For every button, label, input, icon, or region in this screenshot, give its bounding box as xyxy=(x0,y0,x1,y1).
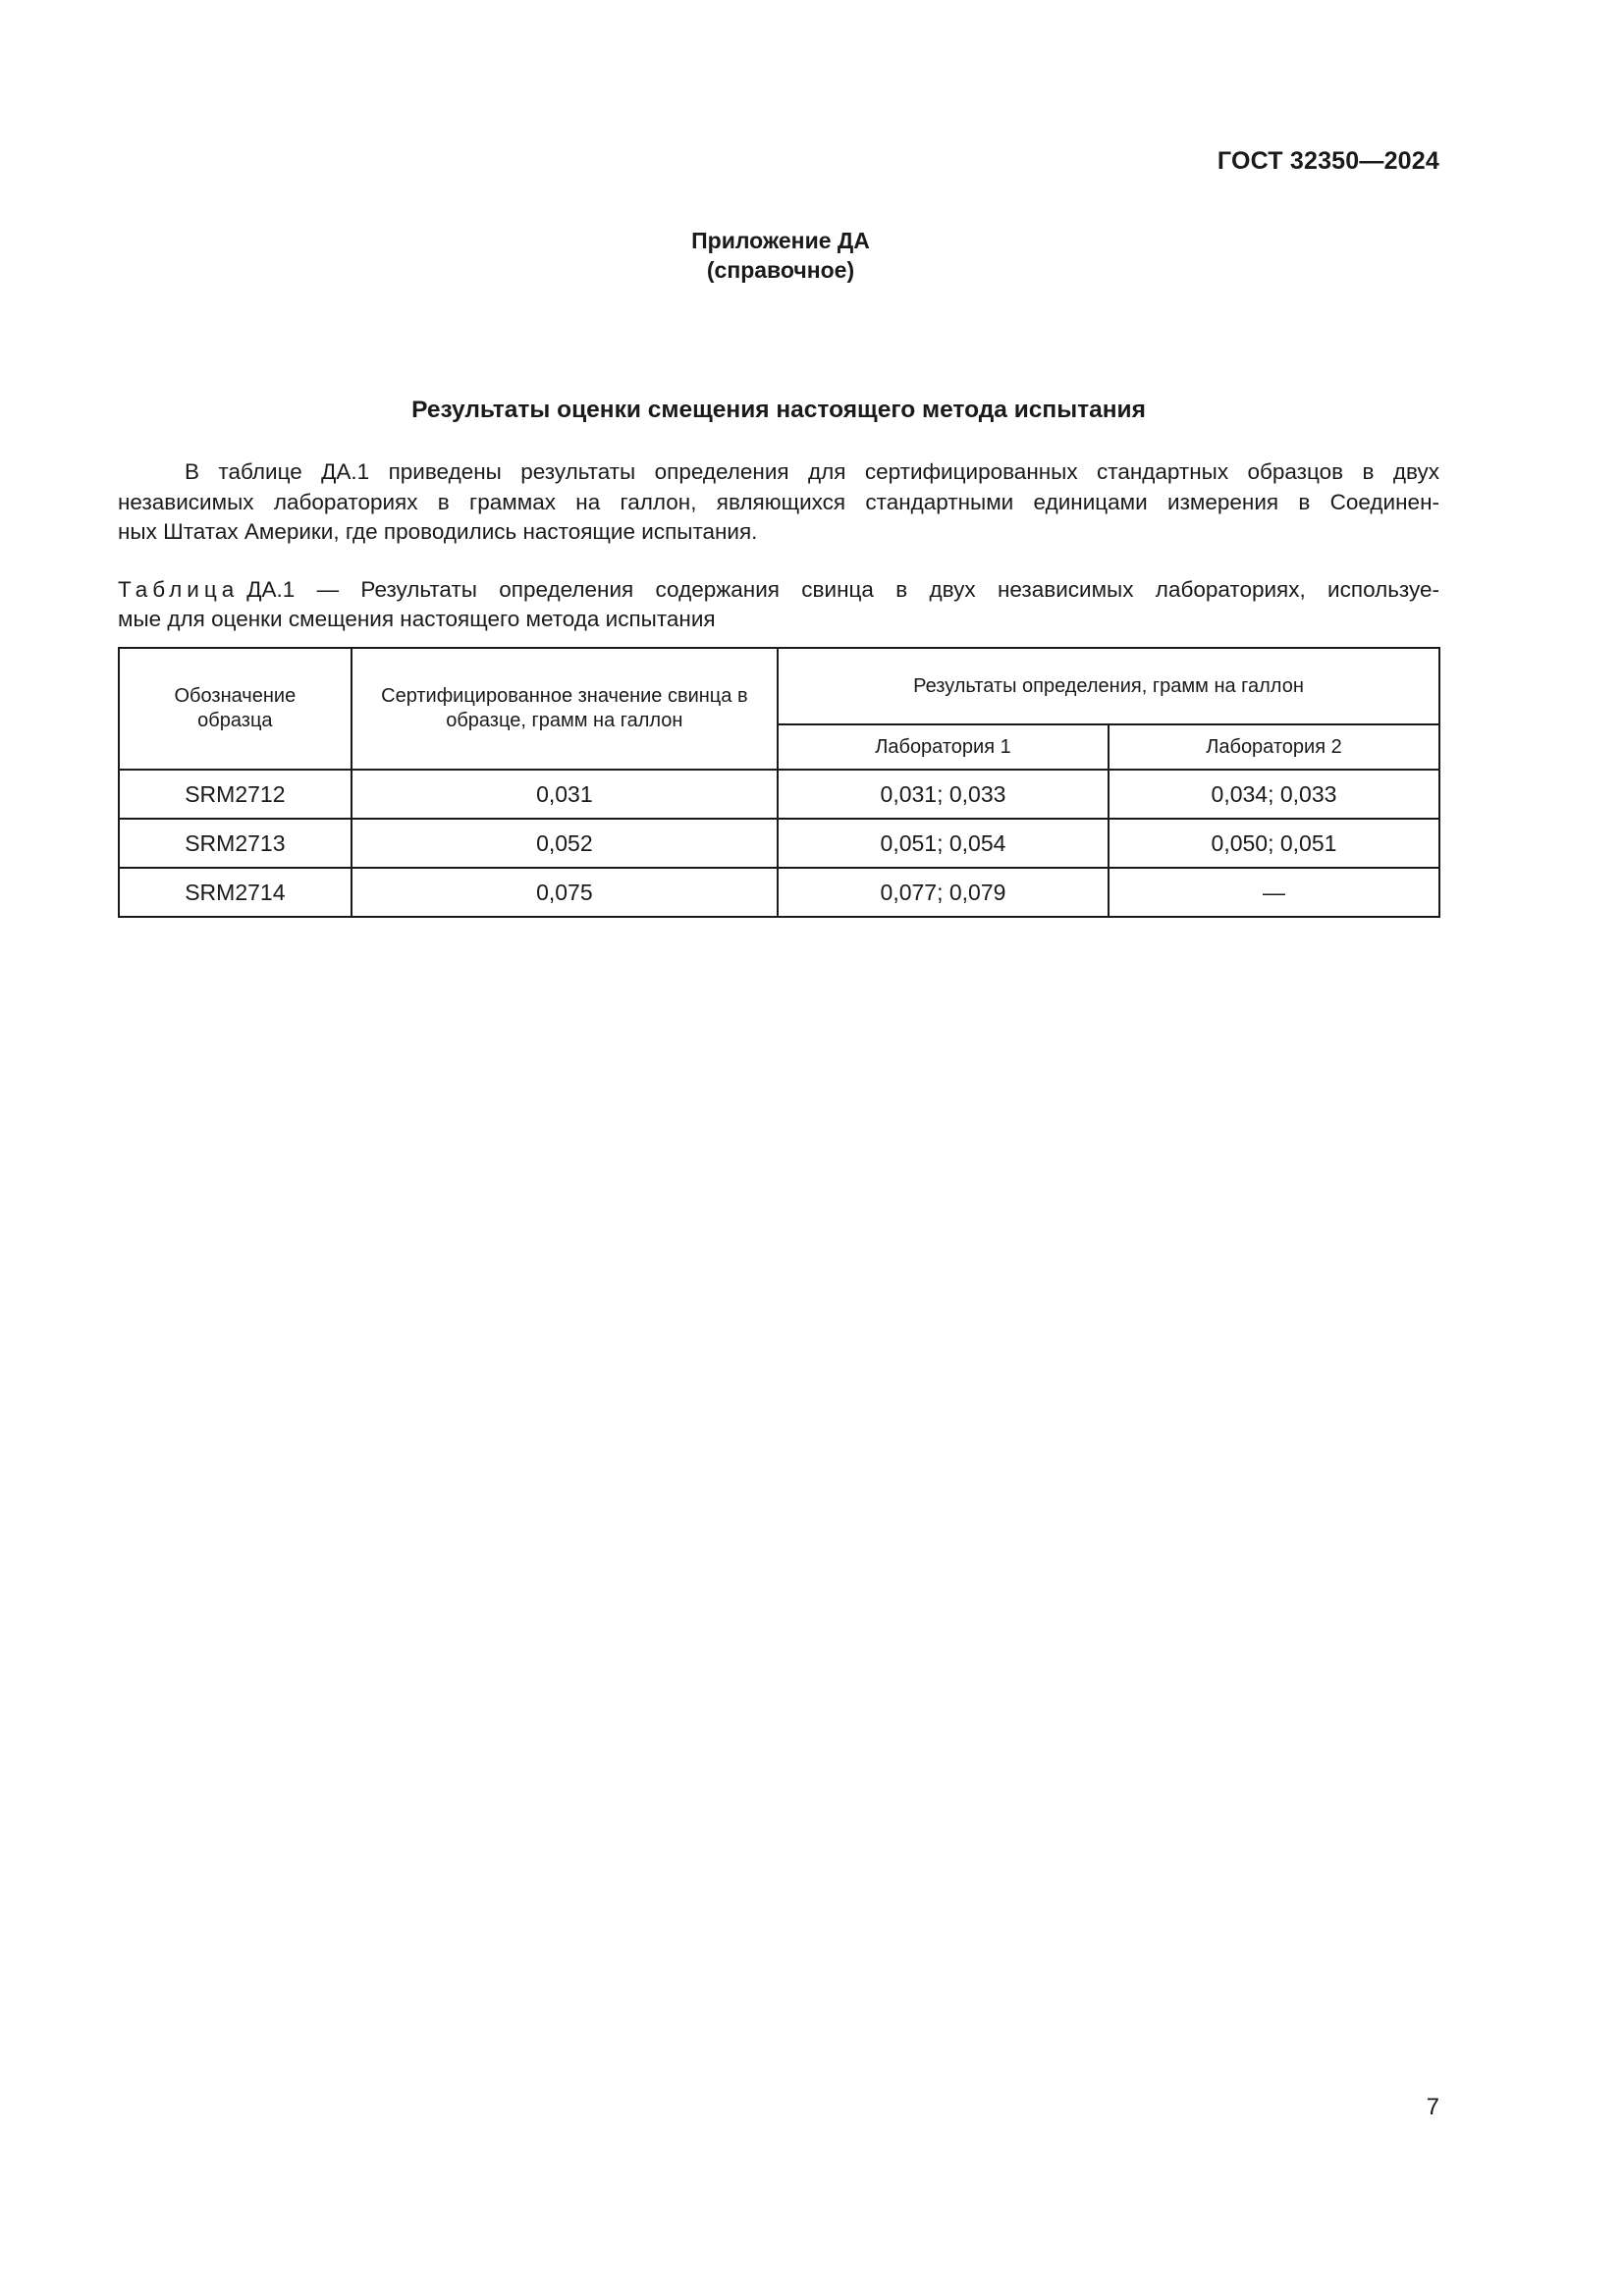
paragraph-line: В таблице ДА.1 приведены результаты определения для сертифицированных стандартных образцов в двух xyxy=(185,459,1439,484)
cell-lab2: — xyxy=(1109,868,1439,917)
header-results: Результаты определения, грамм на галлон xyxy=(778,648,1439,724)
cell-sample: SRM2714 xyxy=(119,868,352,917)
table-caption-line: мые для оценки смещения настоящего метода испытания xyxy=(118,607,716,631)
cell-certified: 0,031 xyxy=(352,770,778,819)
cell-lab1: 0,077; 0,079 xyxy=(778,868,1109,917)
table-header-row xyxy=(119,648,1439,724)
table-caption xyxy=(118,575,1439,634)
header-lab2: Лаборатория 2 xyxy=(1109,724,1439,770)
section-title: Результаты оценки смещения настоящего метода испытания xyxy=(411,397,1146,423)
cell-lab1: 0,051; 0,054 xyxy=(778,819,1109,868)
cell-lab1: 0,031; 0,033 xyxy=(778,770,1109,819)
document-code: ГОСТ 32350—2024 xyxy=(1217,147,1439,175)
cell-sample: SRM2713 xyxy=(119,819,352,868)
intro-paragraph xyxy=(118,457,1439,548)
cell-sample: SRM2712 xyxy=(119,770,352,819)
appendix-subtitle: (справочное) xyxy=(706,257,855,283)
table-caption-text: ДА.1 — Результаты определения содержания свинца в двух независимых лабораториях, используе- xyxy=(246,577,1439,602)
appendix-heading xyxy=(0,226,1561,285)
paragraph-line: независимых лабораториях в граммах на галлон, являющихся стандартными единицами измерения в Соединен- xyxy=(118,489,1439,514)
appendix-title: Приложение ДА xyxy=(691,228,870,253)
cell-lab2: 0,034; 0,033 xyxy=(1109,770,1439,819)
header-certified: Сертифицированное значение свинца в образце, грамм на галлон xyxy=(352,648,778,770)
cell-lab2: 0,050; 0,051 xyxy=(1109,819,1439,868)
header-lab1: Лаборатория 1 xyxy=(778,724,1109,770)
cell-certified: 0,052 xyxy=(352,819,778,868)
header-sample: Обозначение образца xyxy=(119,648,352,770)
results-table xyxy=(118,647,1440,918)
table-row xyxy=(119,819,1439,868)
table-caption-line xyxy=(118,575,1439,605)
table-caption-label: Таблица xyxy=(118,577,240,602)
cell-certified: 0,075 xyxy=(352,868,778,917)
table-row xyxy=(119,770,1439,819)
page-number: 7 xyxy=(1426,2094,1439,2120)
paragraph-line: ных Штатах Америки, где проводились настоящие испытания. xyxy=(118,519,758,544)
table-row xyxy=(119,868,1439,917)
